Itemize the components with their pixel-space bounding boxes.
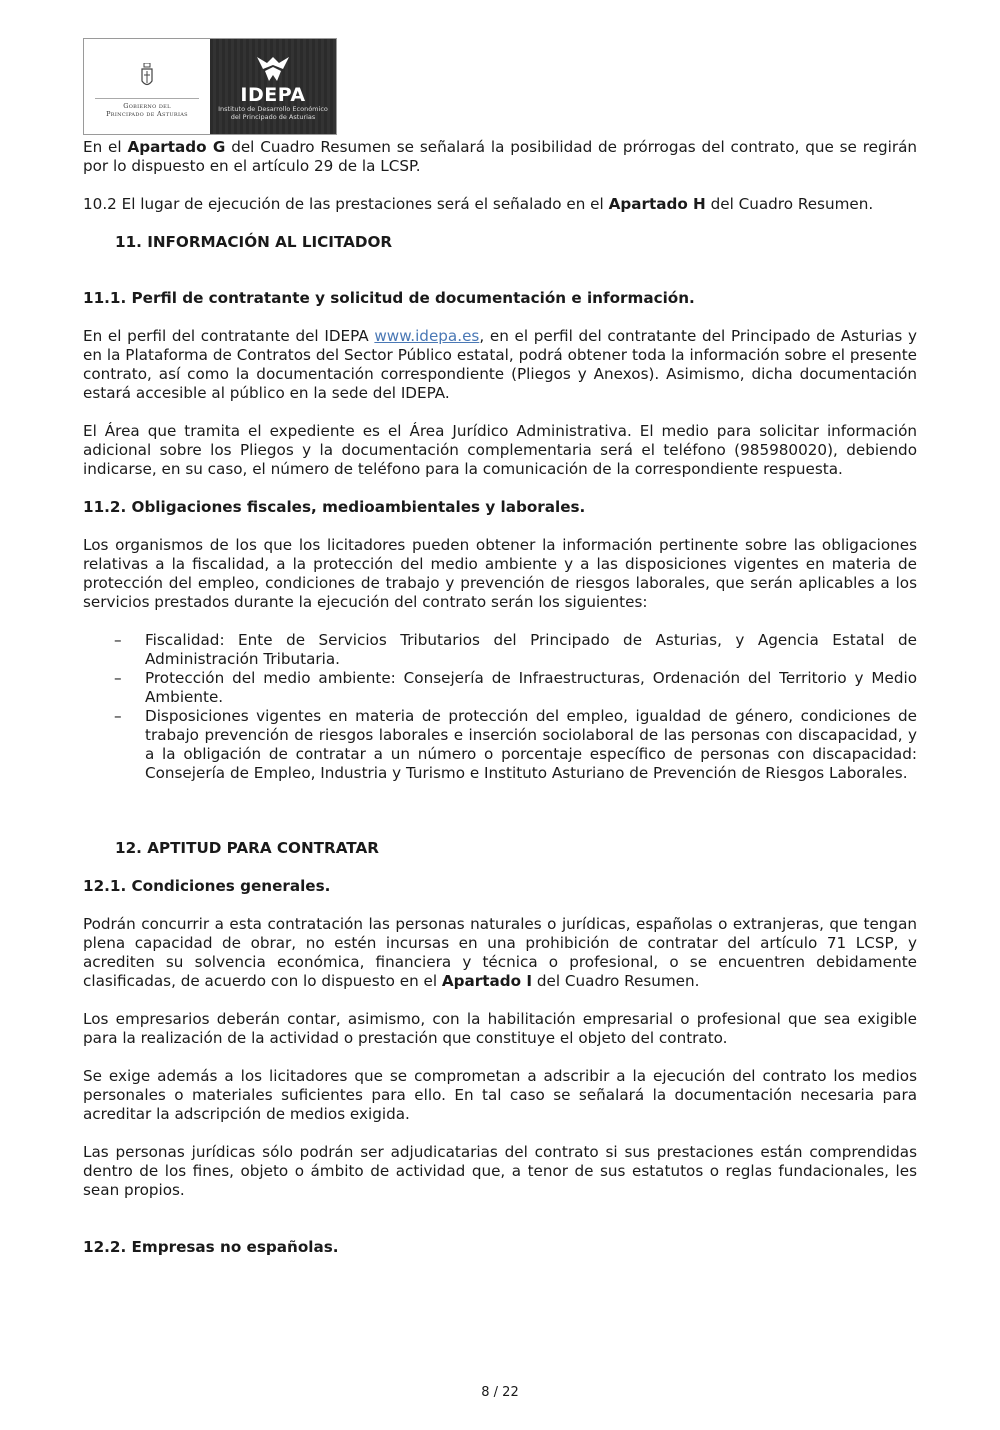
asturias-crest-icon	[140, 63, 154, 89]
text: del Cuadro Resumen se señalará la posibilidad de prórrogas del contrato, que se regirán por lo dispuesto en el artículo 29 de la LCSP.	[83, 138, 918, 175]
text: 10.2 El lugar de ejecución de las prestaciones será el señalado en el	[83, 195, 609, 213]
page-number: 8 / 22	[481, 1385, 519, 1400]
paragraph-perfil-contratante	[83, 327, 917, 403]
paragraph-adscripcion-medios: Se exige además a los licitadores que se comprometan a adscribir a la ejecución del contrato los medios personales o materiales suficientes para ello. En tal caso se señalará la documentación necesaria para acreditar la adscripción de medios exigida.	[83, 1067, 917, 1123]
list-dash: –	[114, 631, 122, 649]
text: , en el perfil del contratante del Principado de Asturias y en la Plataforma de Contratos del Sector Público estatal, podrá obtener toda la información sobre el presente contrato, así como la documentación correspondiente (Pliegos y Anexos). Asimismo, dicha documentación estará accesible al público en la sede del IDEPA.	[83, 327, 917, 402]
bold-ref: Apartado G	[127, 138, 226, 156]
government-name-line1: Gobierno del	[123, 102, 171, 110]
idepa-subtitle-line2: del Principado de Asturias	[230, 112, 316, 121]
idepa-logo	[210, 39, 336, 134]
paragraph-organismos: Los organismos de los que los licitadores pueden obtener la información pertinente sobre las obligaciones relativas a la fiscalidad, a la protección del medio ambiente y a las disposiciones vigentes en materia de protección del empleo, condiciones de trabajo y prevención de riesgos laborales, que serán aplicables a los servicios prestados durante la ejecución del contrato serán los siguientes:	[83, 536, 917, 611]
text: Podrán concurrir a esta contratación las personas naturales o jurídicas, españolas o extranjeras, que tengan plena capacidad de obrar, no estén incursas en una prohibición de contratar del artículo 71 LCSP, y acrediten su solvencia económica, financiera y técnica o profesional, o se encuentren debidamente clasificadas, de acuerdo con lo dispuesto en el	[83, 915, 917, 990]
logo-divider	[95, 98, 199, 99]
text: del Cuadro Resumen.	[705, 195, 874, 213]
list-item-text: Protección del medio ambiente: Consejería de Infraestructuras, Ordenación del Territorio y Medio Ambiente.	[145, 669, 917, 706]
paragraph-habilitacion: Los empresarios deberán contar, asimismo, con la habilitación empresarial o profesional que sea exigible para la realización de la actividad o prestación que constituye el objeto del contrato.	[83, 1010, 917, 1047]
idepa-subtitle-line1: Instituto de Desarrollo Económico	[218, 104, 328, 113]
subsection-heading-12-1: 12.1. Condiciones generales.	[83, 877, 331, 895]
paragraph-lugar-ejecucion	[83, 195, 917, 214]
list-dash: –	[114, 669, 122, 687]
paragraph-condiciones-generales	[83, 915, 917, 991]
paragraph-area-tramita: El Área que tramita el expediente es el Área Jurídico Administrativa. El medio para solicitar información adicional sobre los Pliegos y la documentación complementaria será el teléfono (985980020), debiendo indicarse, en su caso, el número de teléfono para la comunicación de la correspondiente respuesta.	[83, 422, 917, 478]
list-item-text: Fiscalidad: Ente de Servicios Tributarios del Principado de Asturias, y Agencia Estatal de Administración Tributaria.	[145, 631, 917, 668]
list-item-text: Disposiciones vigentes en materia de protección del empleo, igualdad de género, condiciones de trabajo prevención de riesgos laborales e inserción sociolaboral de las personas con discapacidad, y a la obligación de contratar a un número o porcentaje específico de personas con discapacidad: Consejería de Empleo, Industria y Turismo e Instituto Asturiano de Prevención de Riesgos Laborales.	[145, 707, 917, 782]
subsection-heading-12-2: 12.2. Empresas no españolas.	[83, 1238, 339, 1256]
idepa-brand: IDEPA	[240, 83, 306, 106]
text: En el perfil del contratante del IDEPA	[83, 327, 375, 345]
bold-ref: Apartado I	[441, 972, 533, 990]
idepa-mark-icon	[253, 53, 293, 83]
government-logo	[84, 39, 210, 134]
paragraph-prorrogas	[83, 138, 917, 176]
subsection-heading-11-1: 11.1. Perfil de contratante y solicitud de documentación e información.	[83, 289, 695, 307]
idepa-website-link[interactable]: www.idepa.es	[374, 327, 480, 345]
list-dash: –	[114, 707, 122, 725]
bold-ref: Apartado H	[608, 195, 706, 213]
text: En el	[83, 138, 128, 156]
header-logo	[83, 38, 337, 135]
government-name-line2: Principado de Asturias	[106, 110, 188, 118]
text: del Cuadro Resumen.	[532, 972, 700, 990]
subsection-heading-11-2: 11.2. Obligaciones fiscales, medioambientales y laborales.	[83, 498, 586, 516]
section-heading-11: 11. INFORMACIÓN AL LICITADOR	[115, 233, 393, 251]
paragraph-personas-juridicas: Las personas jurídicas sólo podrán ser adjudicatarias del contrato si sus prestaciones están comprendidas dentro de los fines, objeto o ámbito de actividad que, a tenor de sus estatutos o reglas fundacionales, les sean propios.	[83, 1143, 917, 1199]
section-heading-12: 12. APTITUD PARA CONTRATAR	[115, 839, 379, 857]
